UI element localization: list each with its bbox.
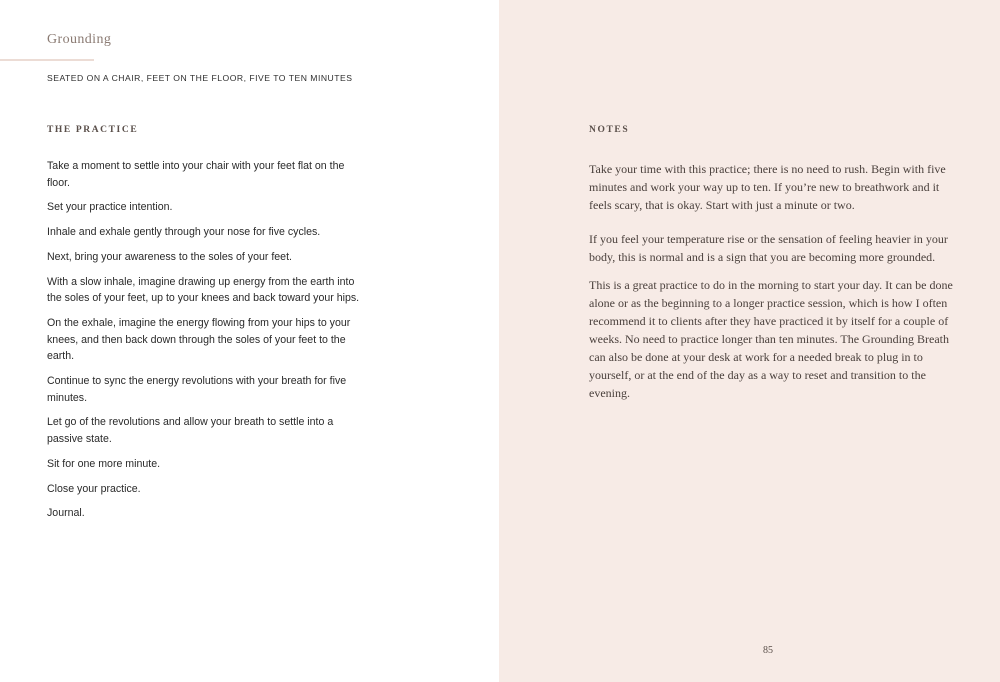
notes-heading: NOTES [589, 125, 630, 135]
page-number: 85 [763, 645, 773, 656]
step-item: Close your practice. [47, 482, 141, 495]
step-item: Journal. [47, 507, 85, 520]
chapter-title: Grounding [47, 32, 112, 47]
step-item: Next, bring your awareness to the soles of your feet. [47, 250, 292, 263]
step-item: Continue to sync the energy revolutions with your breath for five minutes. [47, 375, 347, 404]
practice-subtitle: SEATED ON A CHAIR, FEET ON THE FLOOR, FIVE TO TEN MINUTES [47, 73, 353, 83]
step-item: With a slow inhale, imagine drawing up energy from the earth into the soles of your feet, up to your knees and back toward your hips. [47, 275, 360, 305]
practice-heading: THE PRACTICE [47, 125, 139, 135]
step-item: On the exhale, imagine the energy flowing from your hips to your knees, and then back down through the soles of your feet to the earth. [47, 316, 351, 363]
step-item: Inhale and exhale gently through your nose for five cycles. [47, 226, 321, 239]
title-underline [0, 59, 94, 61]
notes-body [589, 160, 961, 412]
practice-steps [47, 158, 367, 530]
step-item: Sit for one more minute. [47, 457, 161, 470]
step-item: Let go of the revolutions and allow your breath to settle into a passive state. [47, 416, 334, 446]
notes-paragraph: Take your time with this practice; there is no need to rush. Begin with five minutes and work your way up to ten. If you’re new to breathwork and it feels scary, that is okay. Start with just a minute or two. [589, 162, 946, 212]
notes-paragraph: If you feel your temperature rise or the sensation of feeling heavier in your body, this is normal and is a sign that you are becoming more grounded. [589, 232, 948, 264]
left-page [0, 0, 499, 682]
right-page [499, 0, 1000, 682]
step-item: Take a moment to settle into your chair with your feet flat on the floor. [47, 160, 345, 189]
notes-paragraph: This is a great practice to do in the morning to start your day. It can be done alone or as the beginning to a longer practice session, which is how I often recommend it to clients after they have practiced it by itself for a couple of weeks. No need to practice longer than ten minutes. The Grounding Breath can also be done at your desk at work for a needed break to plug in to yourself, or at the end of the day as a way to reset and transition to the evening. [589, 278, 953, 400]
step-item: Set your practice intention. [47, 201, 173, 214]
